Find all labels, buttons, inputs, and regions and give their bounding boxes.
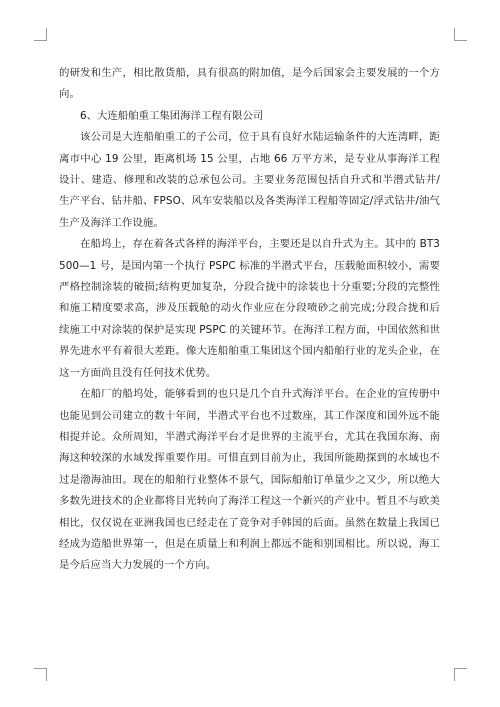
crop-mark-bottom-right: [454, 668, 467, 681]
paragraph-company-intro: 该公司是大连船舶重工的子公司，位于具有良好水陆运输条件的大连湾畔，距离市中心 19 公里，距离机场 15 公里，占地 66 万平方米，是专业从事海洋工程设计、建造、修理和改装的总承包公司。主要业务范围包括自升式和半潜式钻井/生产平台、钻井船、FPSO、风车安装船以及各类海洋工程船等固定/浮式钻井/油气生产及海洋工作设施。: [59, 131, 440, 229]
crop-mark-top-left: [34, 28, 47, 41]
paragraph-continuation: 的研发和生产，相比散货船，具有很高的附加值，是今后国家会主要发展的一个方向。: [59, 67, 440, 101]
crop-mark-top-right: [454, 28, 467, 41]
section-heading: 6、大连船舶重工集团海洋工程有限公司: [80, 109, 264, 122]
document-body: [59, 63, 440, 577]
paragraph-industry-analysis: 在船厂的船坞处，能够看到的也只是几个自升式海洋平台。在企业的宣传册中也能见到公司建立的数十年间，半潜式平台也不过数座，其工作深度和国外远不能相提并论。众所周知，半潜式海洋平台才是世界的主流平台，尤其在我国东海、南海这种较深的水域发挥重要作用。可惜直到目前为止，我国所能勘探到的水域也不过是渤海油田。现在的船舶行业整体不景气，国际船舶订单量少之又少，所以绝大多数先进技术的企业都将目光转向了海洋工程这一个新兴的产业中。暂且不与欧美相比，仅仅说在亚洲我国也已经走在了竞争对手韩国的后面。虽然在数量上我国已经成为造船世界第一，但是在质量上和利润上都远不能和别国相比。所以说，海工是今后应当大力发展的一个方向。: [59, 388, 440, 572]
paragraph-dock-platforms: 在船坞上，存在着各式各样的海洋平台，主要还是以自升式为主。其中的 BT3500—1 号，是国内第一个执行 PSPC 标准的半潜式平台，压载舱面积较小，需要严格控制涂装的破损;结构更加复杂，分段合拢中的涂装也十分重要;分段的完整性和施工精度要求高，涉及压载舱的动火作业应在分段喷砂之前完成;分段合拢和后续施工中对涂装的保护是实现 PSPC 的关键环节。在海洋工程方面，中国依然和世界先进水平有着很大差距。像大连船舶重工集团这个国内船舶行业的龙头企业，在这一方面尚且没有任何技术优势。: [59, 238, 440, 379]
crop-mark-bottom-left: [34, 668, 47, 681]
